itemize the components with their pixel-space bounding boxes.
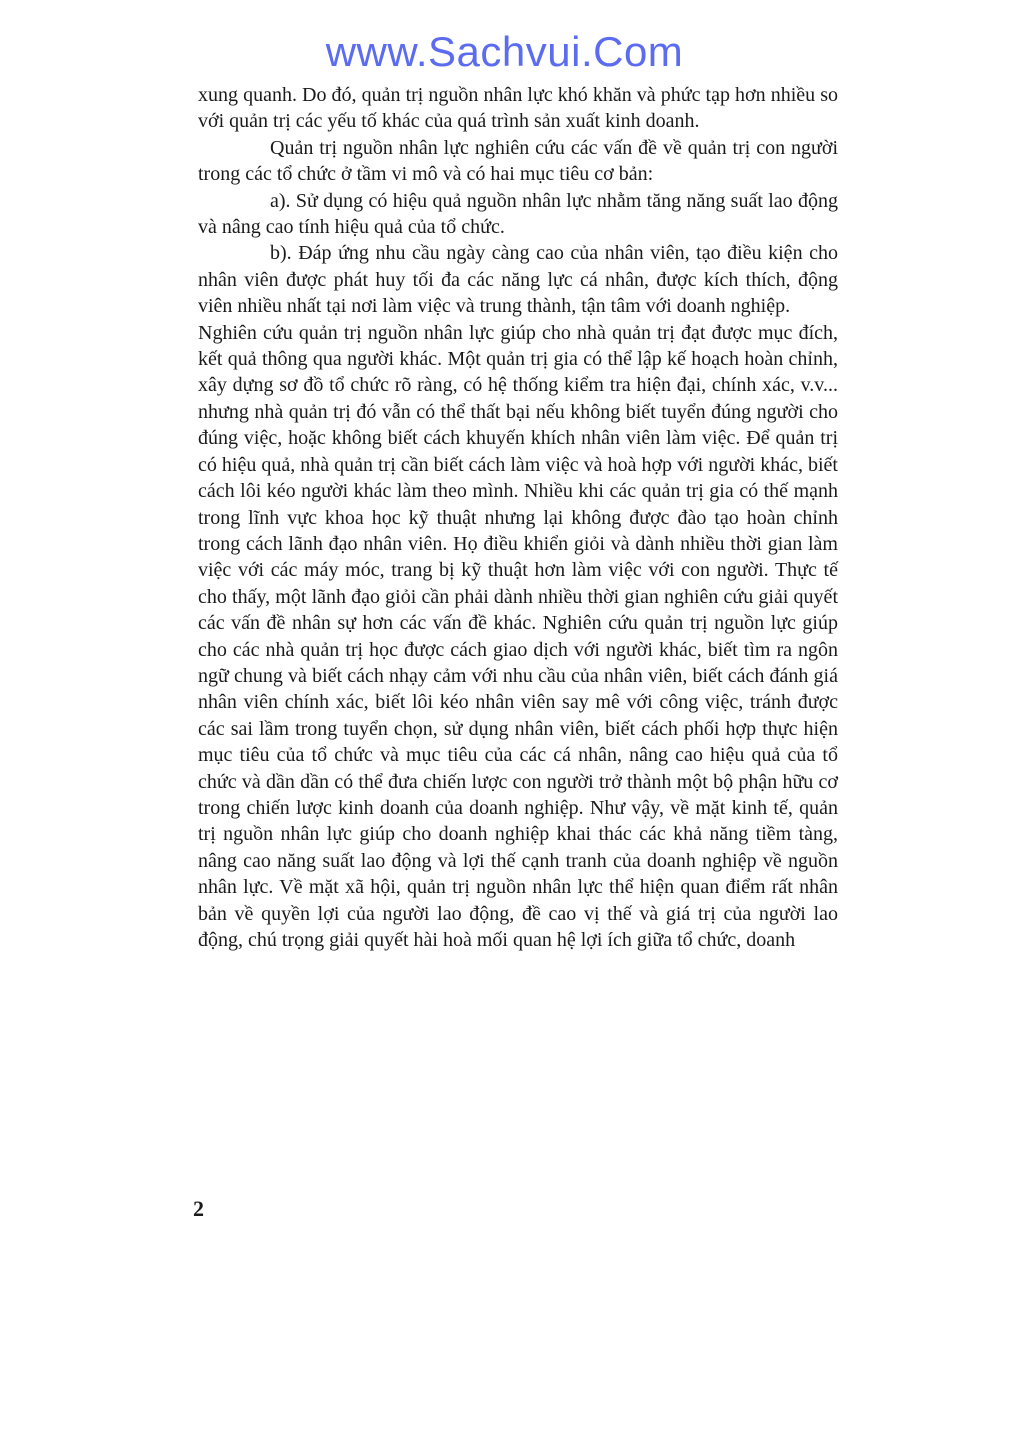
paragraph-research-benefits: Nghiên cứu quản trị nguồn nhân lực giúp cho nhà quản trị đạt được mục đích, kết quả thông qua người khác. Một quản trị gia có thể lập kế hoạch hoàn chỉnh, xây dựng sơ đồ tổ chức rõ ràng, có hệ thống kiểm tra hiện đại, chính xác, v.v... nhưng nhà quản trị đó vẫn có thể thất bại nếu không biết tuyển đúng người cho đúng việc, hoặc không biết cách khuyến khích nhân viên làm việc. Để quản trị có hiệu quả, nhà quản trị cần biết cách làm việc và hoà hợp với người khác, biết cách lôi kéo người khác làm theo mình. Nhiều khi các quản trị gia có thế mạnh trong lĩnh vực khoa học kỹ thuật nhưng lại không được đào tạo hoàn chỉnh trong cách lãnh đạo nhân viên. Họ điều khiển giỏi và dành nhiều thời gian làm việc với các máy móc, trang bị kỹ thuật hơn làm việc với con người. Thực tế cho thấy, một lãnh đạo giỏi cần phải dành nhiều thời gian nghiên cứu giải quyết các vấn đề nhân sự hơn các vấn đề khác. Nghiên cứu quản trị nguồn lực giúp cho các nhà quản trị học được cách giao dịch với người khác, biết tìm ra ngôn ngữ chung và biết cách nhạy cảm với nhu cầu của nhân viên, biết cách đánh giá nhân viên chính xác, biết lôi kéo nhân viên say mê với công việc, tránh được các sai lầm trong tuyển chọn, sử dụng nhân viên, biết cách phối hợp thực hiện mục tiêu của tổ chức và mục tiêu của các cá nhân, nâng cao hiệu quả của tổ chức và dần dần có thể đưa chiến lược con người trở thành một bộ phận hữu cơ trong chiến lược kinh doanh của doanh nghiệp. Như vậy, về mặt kinh tế, quản trị nguồn nhân lực giúp cho doanh nghiệp khai thác các khả năng tiềm tàng, nâng cao năng suất lao động và lợi thế cạnh tranh của doanh nghiệp về nguồn nhân lực. Về mặt xã hội, quản trị nguồn nhân lực thể hiện quan điểm rất nhân bản về quyền lợi của người lao động, đề cao vị thế và giá trị của người lao động, chú trọng giải quyết hài hoà mối quan hệ lợi ích giữa tổ chức, doanh	[198, 321, 838, 951]
paragraph-objective-a: a). Sử dụng có hiệu quả nguồn nhân lực nhằm tăng năng suất lao động và nâng cao tính hiệu quả của tổ chức.	[198, 189, 838, 239]
watermark: www.Sachvui.Com	[325, 28, 684, 75]
paragraph-continuation: xung quanh. Do đó, quản trị nguồn nhân lực khó khăn và phức tạp hơn nhiều so với quản trị các yếu tố khác của quá trình sản xuất kinh doanh.	[198, 84, 838, 133]
paragraph-objective-b: b). Đáp ứng nhu cầu ngày càng cao của nhân viên, tạo điều kiện cho nhân viên được phát huy tối đa các năng lực cá nhân, được kích thích, động viên nhiều nhất tại nơi làm việc và trung thành, tận tâm với doanh nghiệp.	[198, 242, 838, 318]
page-body	[198, 82, 838, 953]
page-number: 2	[193, 1196, 204, 1221]
paragraph-objectives-intro: Quản trị nguồn nhân lực nghiên cứu các vấn đề về quản trị con người trong các tổ chức ở tầm vi mô và có hai mục tiêu cơ bản:	[198, 136, 838, 186]
